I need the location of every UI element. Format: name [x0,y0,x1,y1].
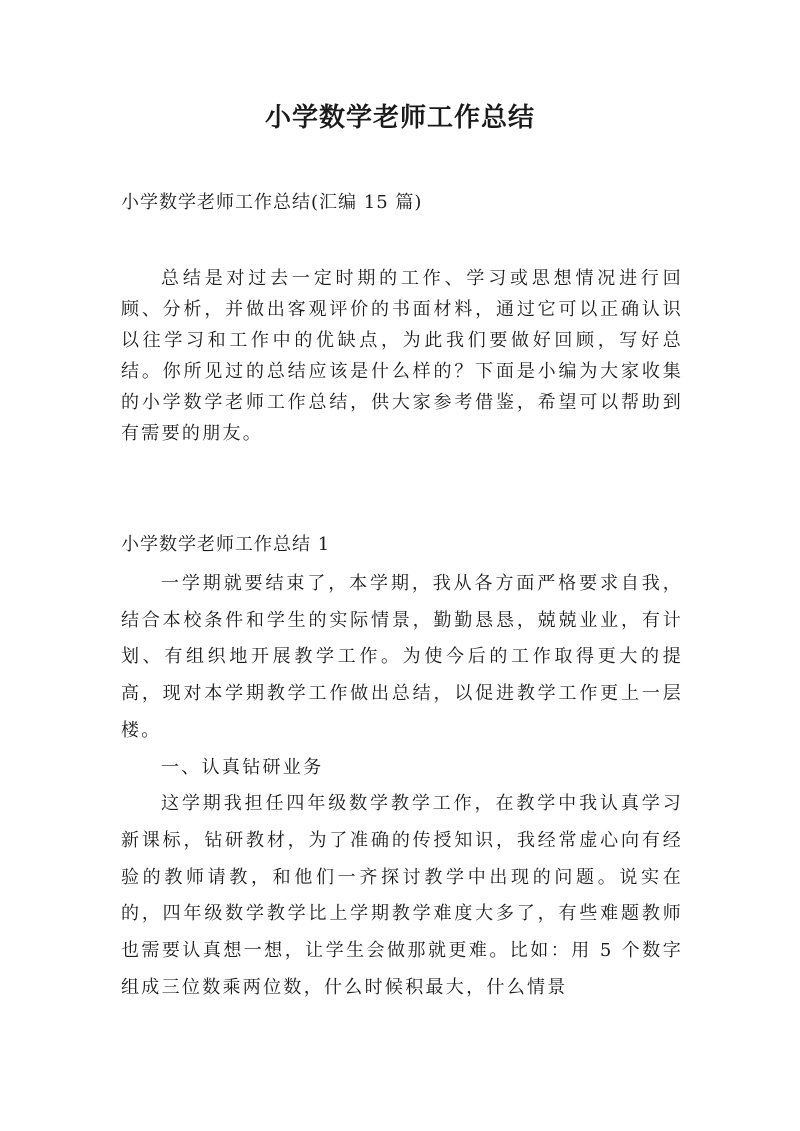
section-heading: 小学数学老师工作总结 1 [121,534,331,555]
intro-paragraph: 总结是对过去一定时期的工作、学习或思想情况进行回顾、分析，并做出客观评价的书面材料，通过它可以正确认识以往学习和工作中的优缺点，为此我们要做好回顾，写好总结。你所见过的总结应该是什么样的？下面是小编为大家收集的小学数学老师工作总结，供大家参考借鉴，希望可以帮助到有需要的朋友。 [121,268,683,444]
body-paragraph: 一学期就要结束了，本学期，我从各方面严格要求自我，结合本校条件和学生的实际情景，勤勤恳恳，兢兢业业，有计划、有组织地开展教学工作。为使今后的工作取得更大的提高，现对本学期教学工作做出总结，以促进教学工作更上一层楼。 [121,573,683,741]
section-body [121,566,683,1006]
document-title: 小学数学老师工作总结 [264,103,535,133]
body-paragraph: 这学期我担任四年级数学教学工作，在教学中我认真学习新课标，钻研教材，为了准确的传授知识，我经常虚心向有经验的教师请教，和他们一齐探讨教学中出现的问题。说实在的，四年级数学教学比上学期教学难度大多了，有些难题教师也需要认真想一想，让学生会做那就更难。比如：用 5 个数字组成三位数乘两位数，什么时候积最大，什么情景 [121,793,683,998]
subsection-heading: 一、认真钻研业务 [161,756,324,778]
document-subtitle: 小学数学老师工作总结(汇编 15 篇) [121,192,423,213]
